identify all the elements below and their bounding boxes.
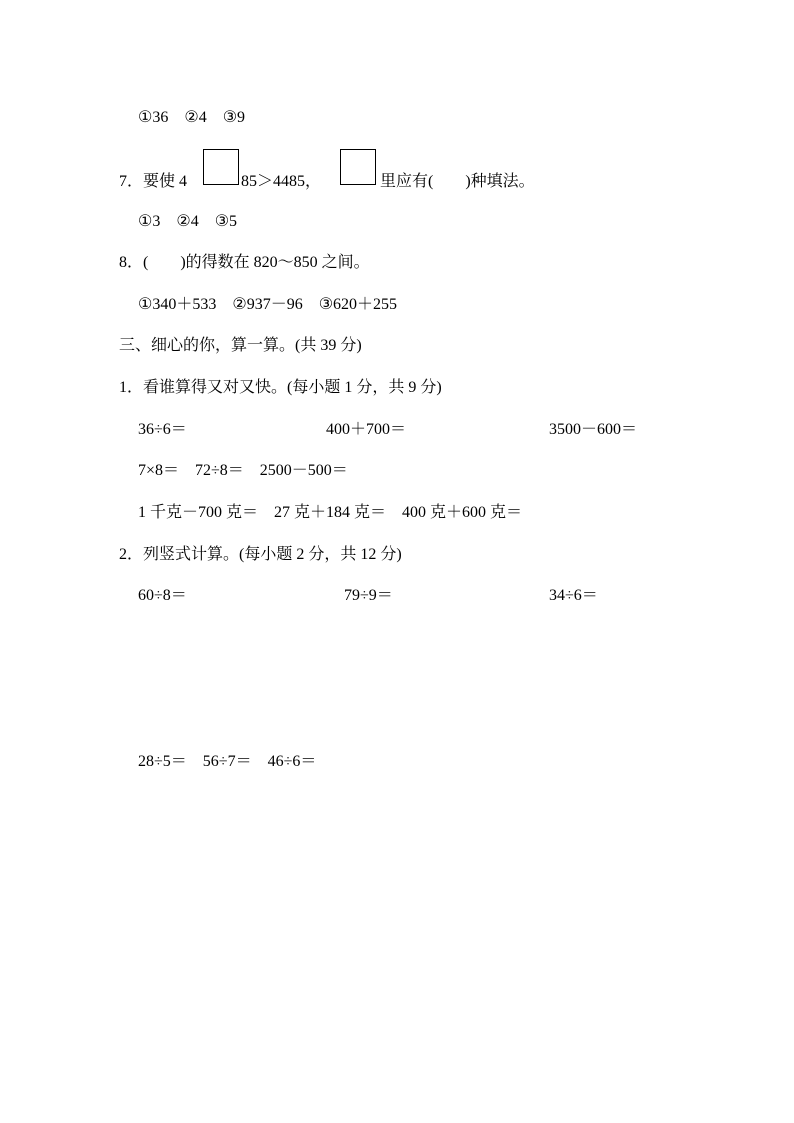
calc-row: 28÷5＝ 56÷7＝ 46÷6＝ bbox=[138, 753, 317, 770]
q7-middle: 85＞4485， bbox=[241, 173, 322, 190]
calc-row: 1 千克－700 克＝ 27 克＋184 克＝ 400 克＋600 克＝ bbox=[138, 504, 523, 521]
calc-item: 34÷6＝ bbox=[549, 587, 598, 604]
calc-item: 36÷6＝ bbox=[138, 421, 187, 438]
q8-question: 8．( )的得数在 820～850 之间。 bbox=[119, 254, 370, 271]
calc-item: 60÷8＝ bbox=[138, 587, 187, 604]
calc-item: 79÷9＝ bbox=[344, 587, 393, 604]
q7-suffix: 里应有( )种填法。 bbox=[380, 173, 535, 190]
part1-title: 1．看谁算得又对又快。(每小题 1 分，共 9 分) bbox=[119, 379, 442, 396]
q6-options: ①36 ②4 ③9 bbox=[138, 109, 246, 126]
calc-item: 400＋700＝ bbox=[326, 421, 407, 438]
calc-row: 7×8＝ 72÷8＝ 2500－500＝ bbox=[138, 462, 348, 479]
section3-title: 三、细心的你，算一算。(共 39 分) bbox=[119, 337, 362, 354]
answer-box bbox=[340, 149, 376, 185]
calc-item: 3500－600＝ bbox=[549, 421, 638, 438]
q8-options: ①340＋533 ②937－96 ③620＋255 bbox=[138, 296, 398, 313]
answer-box bbox=[203, 149, 239, 185]
q7-prefix: 7．要使 4 bbox=[119, 173, 188, 190]
q7-options: ①3 ②4 ③5 bbox=[138, 213, 238, 230]
part2-title: 2．列竖式计算。(每小题 2 分，共 12 分) bbox=[119, 546, 402, 563]
